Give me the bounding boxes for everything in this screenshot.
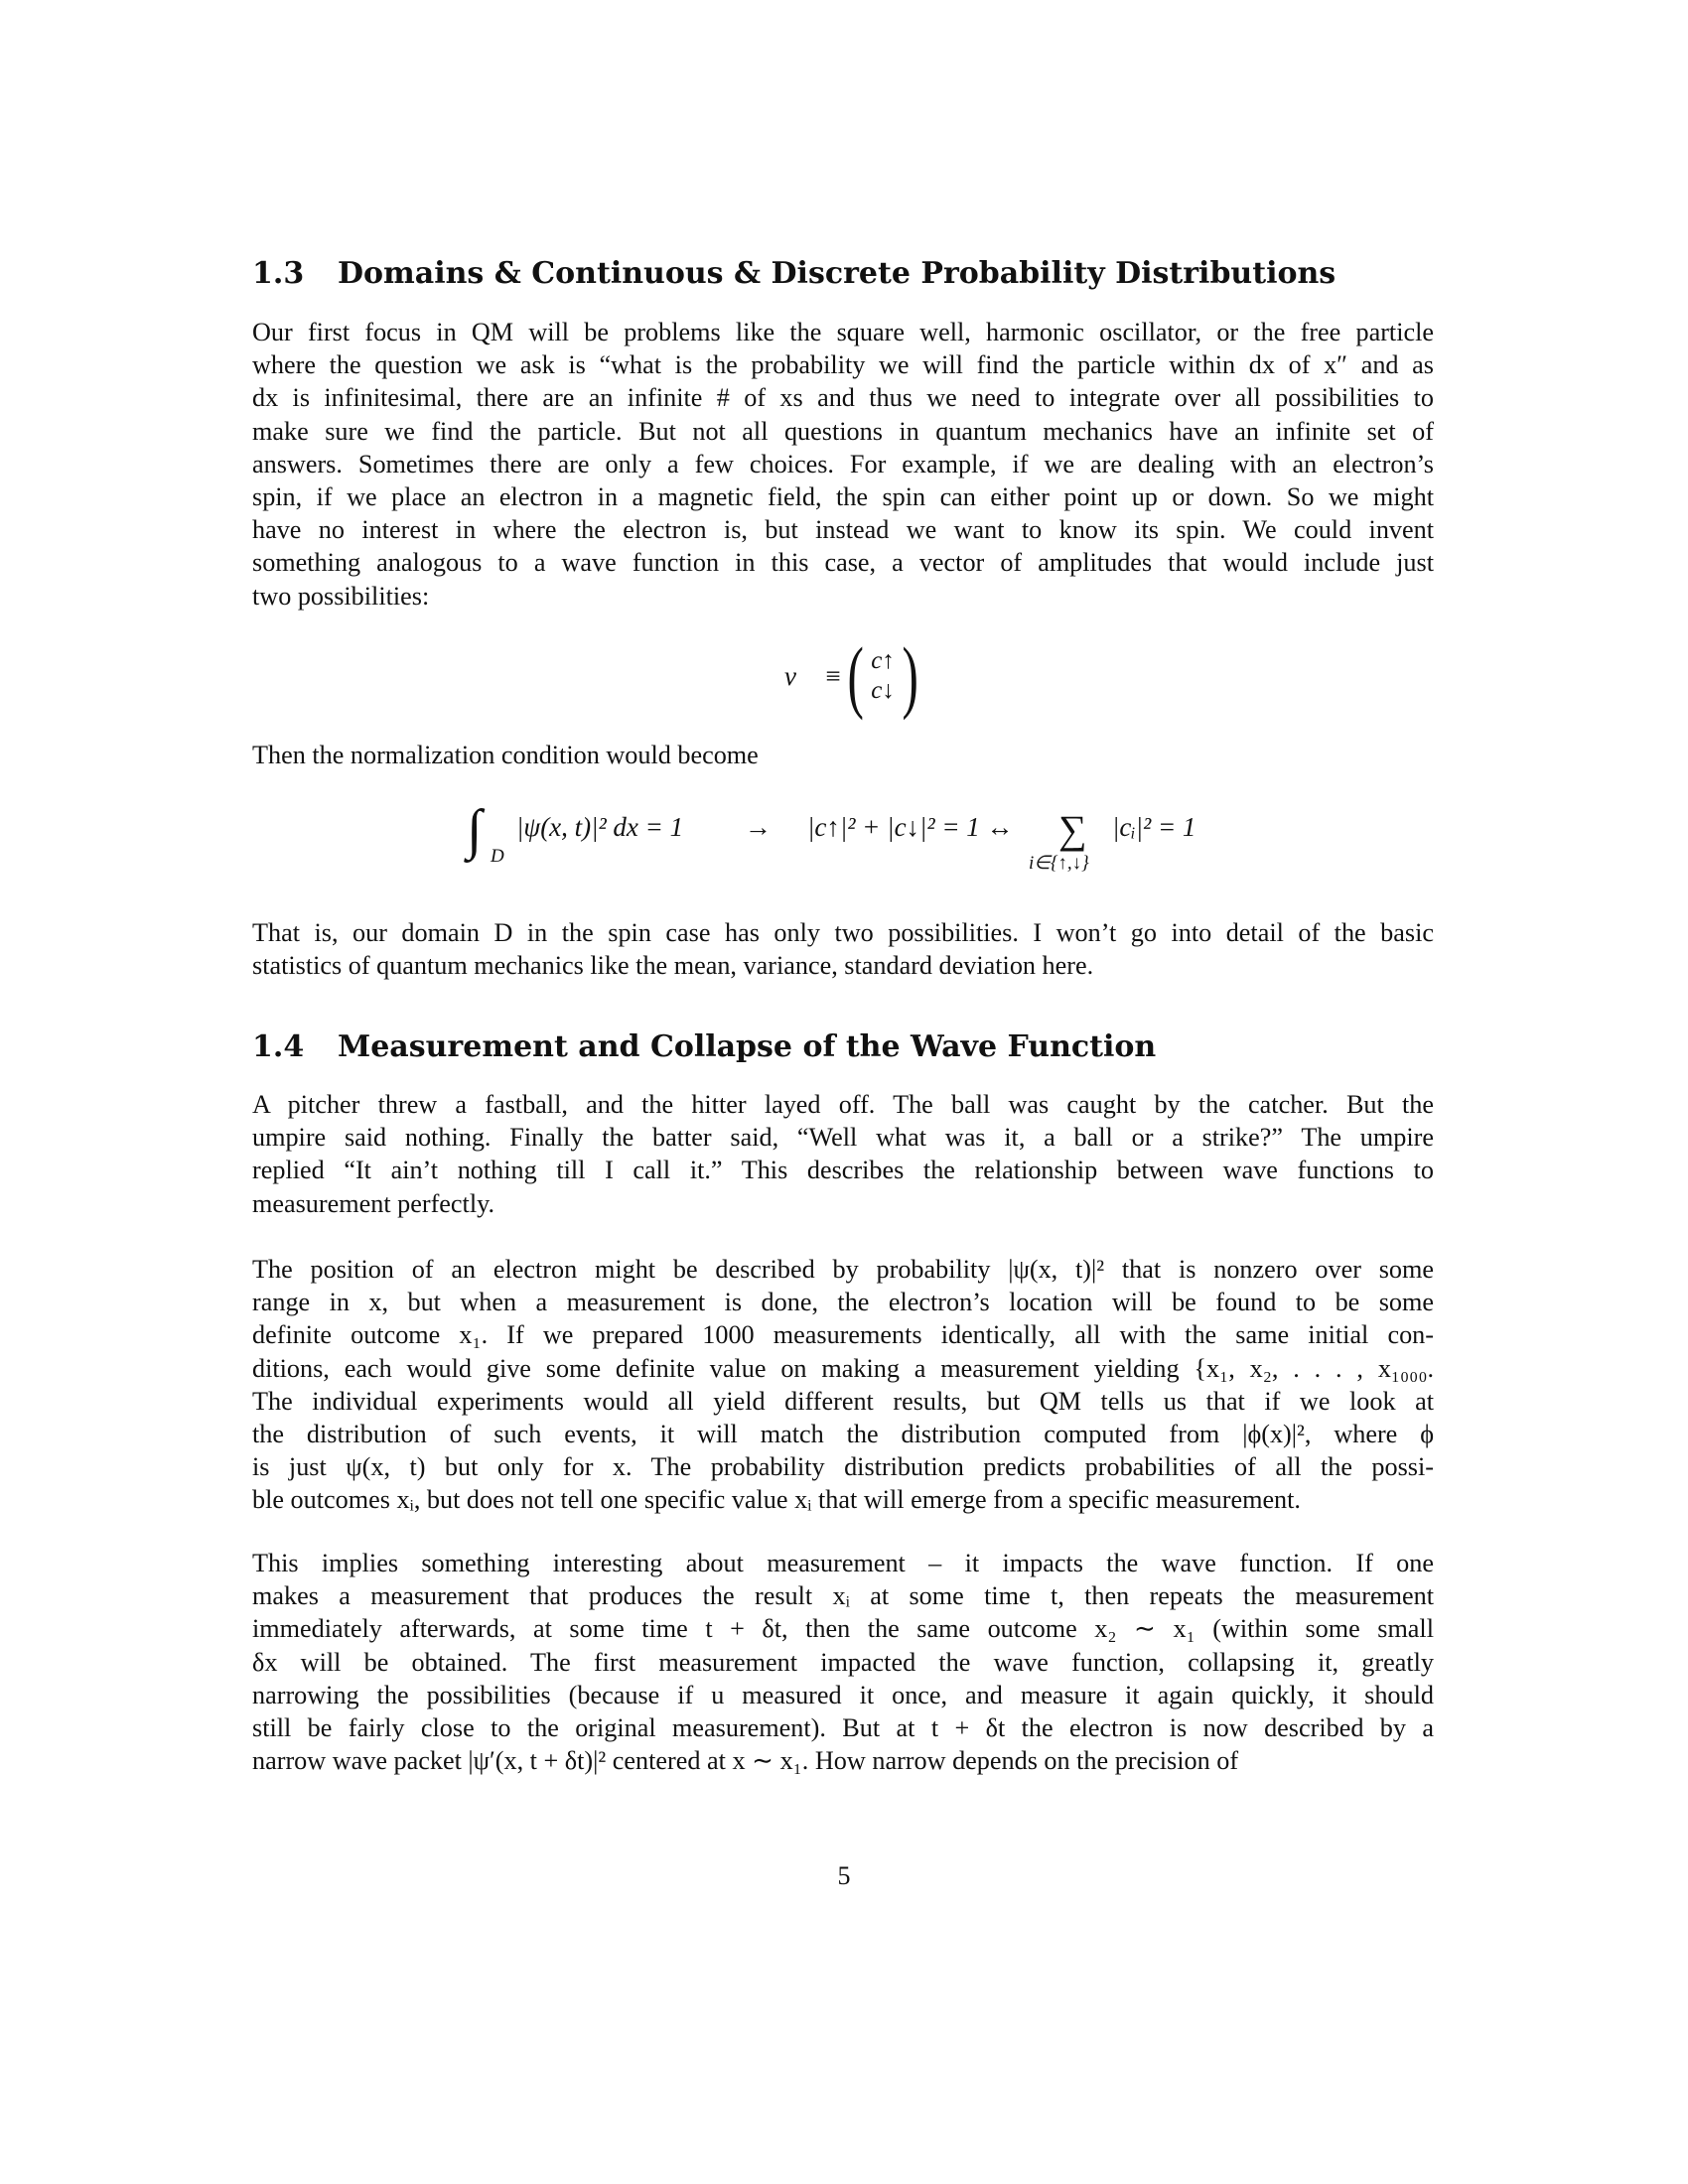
section-title: Domains & Continuous & Discrete Probability Distributions [338,256,1336,291]
paragraph-normalization [252,739,1434,771]
text-line: makes a measurement that produces the result xᵢ at some time t, then repeats the measurement [252,1581,1434,1611]
integral-sign: ∫ [467,799,483,861]
section-number: 1.4 [252,1029,305,1064]
text-line: narrowing the possibilities (because if u measured it once, and measure it again quickly, it should [252,1680,1434,1709]
paragraph-intro-domains [252,316,1434,613]
sum-term: |cᵢ|² = 1 [1112,812,1196,842]
text-line: This implies something interesting about measurement – it impacts the wave function. If one [252,1549,1434,1577]
text-line: where the question we ask is “what is the probability we will find the particle within dx of x″ and as [252,350,1434,380]
text-line: definite outcome x₁. If we prepared 1000 measurements identically, all with the same initial con- [252,1320,1434,1350]
section-heading-1-4 [252,1027,1156,1067]
vector-lhs: v⃗ ≡ [784,660,842,691]
text-line: immediately afterwards, at some time t + δt, then the same outcome x₂ ∼ x₁ (within some small [252,1614,1434,1644]
integrand: |ψ(x, t)|² dx = 1 [516,812,684,842]
integral-domain: D [491,846,504,867]
page-number: 5 [837,1861,851,1890]
text-line: something analogous to a wave function in this case, a vector of amplitudes that would include just [252,548,1434,578]
text-line: dx is infinitesimal, there are an infinite # of xs and thus we need to integrate over all possibilities to [252,383,1434,413]
text-line: Our first focus in QM will be problems like the square well, harmonic oscillator, or the free particle [252,318,1434,346]
text-line: The position of an electron might be described by probability |ψ(x, t)|² that is nonzero over some [252,1255,1434,1284]
text-line: δx will be obtained. The first measurement impacted the wave function, collapsing it, greatly [252,1647,1434,1677]
paragraph-pitcher-anecdote [252,1088,1434,1220]
text-line: That is, our domain D in the spin case has only two possibilities. I won’t go into detail of the basic [252,918,1434,947]
section-number: 1.3 [252,256,305,291]
text-line: range in x, but when a measurement is done, the electron’s location will be found to be some [252,1288,1434,1317]
vector-bottom-component: c↓ [871,677,895,704]
left-paren: ( [847,630,864,721]
section-title: Measurement and Collapse of the Wave Function [338,1029,1157,1064]
text-line: umpire said nothing. Finally the batter said, “Well what was it, a ball or a strike?” The umpire [252,1123,1434,1153]
text-line: Then the normalization condition would become [252,741,759,769]
text-line: statistics of quantum mechanics like the mean, variance, standard deviation here. [252,951,1094,981]
text-line: replied “It ain’t nothing till I call it.” This describes the relationship between wave functions to [252,1156,1434,1185]
text-line: The individual experiments would all yield different results, but QM tells us that if we look at [252,1386,1434,1416]
paragraph-domain-spin [252,916,1434,982]
text-line: spin, if we place an electron in a magnetic field, the spin can either point up or down. So we might [252,482,1434,512]
paragraph-electron-position [252,1253,1434,1517]
text-line: answers. Sometimes there are only a few choices. For example, if we are dealing with an electron’s [252,449,1434,478]
text-line: ble outcomes xᵢ, but does not tell one specific value xᵢ that will emerge from a specific measurement. [252,1485,1301,1515]
text-line: two possibilities: [252,581,430,611]
text-line: narrow wave packet |ψ′(x, t + δt)|² centered at x ∼ x₁. How narrow depends on the precision of [252,1746,1239,1776]
implies-arrow: → [745,812,772,842]
section-heading-1-3 [252,254,1336,294]
discrete-normalization: |c↑|² + |c↓|² = 1 ↔ [807,812,1014,842]
sum-index: i∈{↑,↓} [1029,853,1089,874]
vector-top-component: c↑ [871,647,895,674]
text-line: still be fairly close to the original measurement). But at t + δt the electron is now described by a [252,1713,1434,1743]
paragraph-measurement-impact [252,1547,1434,1777]
right-paren: ) [902,630,918,721]
text-line: have no interest in where the electron is, but instead we want to know its spin. We could invent [252,515,1434,545]
sum-sign: ∑ [1058,807,1087,852]
text-line: ditions, each would give some definite value on making a measurement yielding {x₁, x₂, . . . , x₁₀₀₀. [252,1353,1434,1383]
text-line: is just ψ(x, t) but only for x. The probability distribution predicts probabilities of all the possi- [252,1452,1434,1482]
text-line: A pitcher threw a fastball, and the hitter layed off. The ball was caught by the catcher. But the [252,1090,1434,1119]
text-line: measurement perfectly. [252,1188,495,1218]
equation-spin-vector [784,630,923,721]
text-line: make sure we find the particle. But not all questions in quantum mechanics have an infinite set of [252,416,1434,446]
text-line: the distribution of such events, it will match the distribution computed from |ϕ(x)|², where ϕ [252,1420,1434,1449]
